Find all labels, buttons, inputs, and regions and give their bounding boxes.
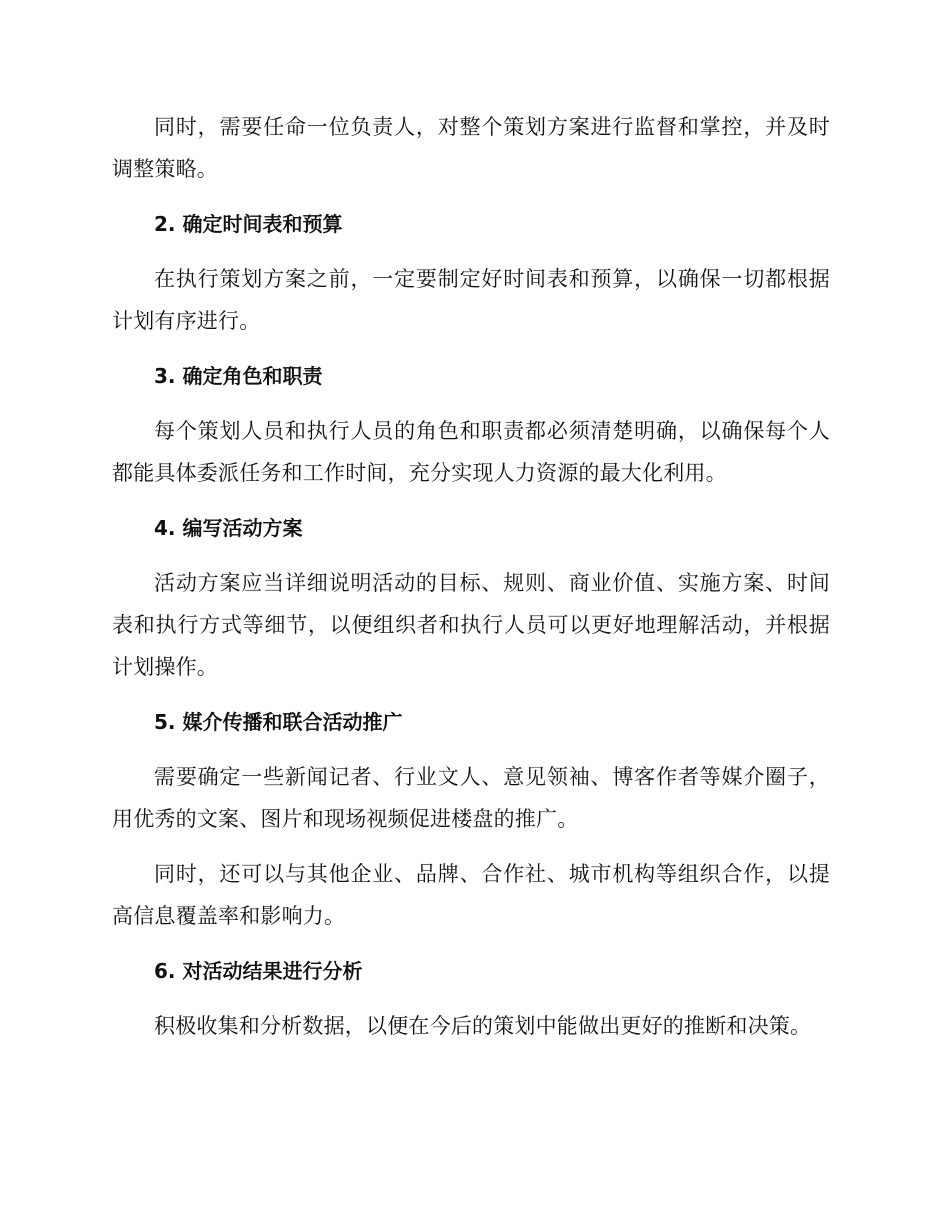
paragraph-roles-duties: 每个策划人员和执行人员的角色和职责都必须清楚明确，以确保每个人都能具体委派任务和工作时间，充分实现人力资源的最大化利用。 xyxy=(112,419,830,485)
heading-activity-plan: 4. 编写活动方案 xyxy=(154,516,303,540)
heading-roles-duties: 3. 确定角色和职责 xyxy=(154,364,323,388)
paragraph-media-circles: 需要确定一些新闻记者、行业文人、意见领袖、博客作者等媒介圈子，用优秀的文案、图片和现场视频促进楼盘的推广。 xyxy=(112,765,830,831)
heading-schedule-budget: 2. 确定时间表和预算 xyxy=(154,212,343,236)
heading-media-promotion: 5. 媒介传播和联合活动推广 xyxy=(154,710,403,734)
paragraph-result-analysis: 积极收集和分析数据，以便在今后的策划中能做出更好的推断和决策。 xyxy=(154,1014,812,1038)
heading-result-analysis: 6. 对活动结果进行分析 xyxy=(154,959,363,983)
paragraph-responsible-person: 同时，需要任命一位负责人，对整个策划方案进行监督和掌控，并及时调整策略。 xyxy=(112,115,830,181)
paragraph-activity-plan: 活动方案应当详细说明活动的目标、规则、商业价值、实施方案、时间表和执行方式等细节，以便组织者和执行人员可以更好地理解活动，并根据计划操作。 xyxy=(112,571,830,679)
document-page xyxy=(112,106,830,1060)
paragraph-cooperation: 同时，还可以与其他企业、品牌、合作社、城市机构等组织合作，以提高信息覆盖率和影响力。 xyxy=(112,862,830,928)
paragraph-schedule-budget: 在执行策划方案之前，一定要制定好时间表和预算，以确保一切都根据计划有序进行。 xyxy=(112,267,830,333)
